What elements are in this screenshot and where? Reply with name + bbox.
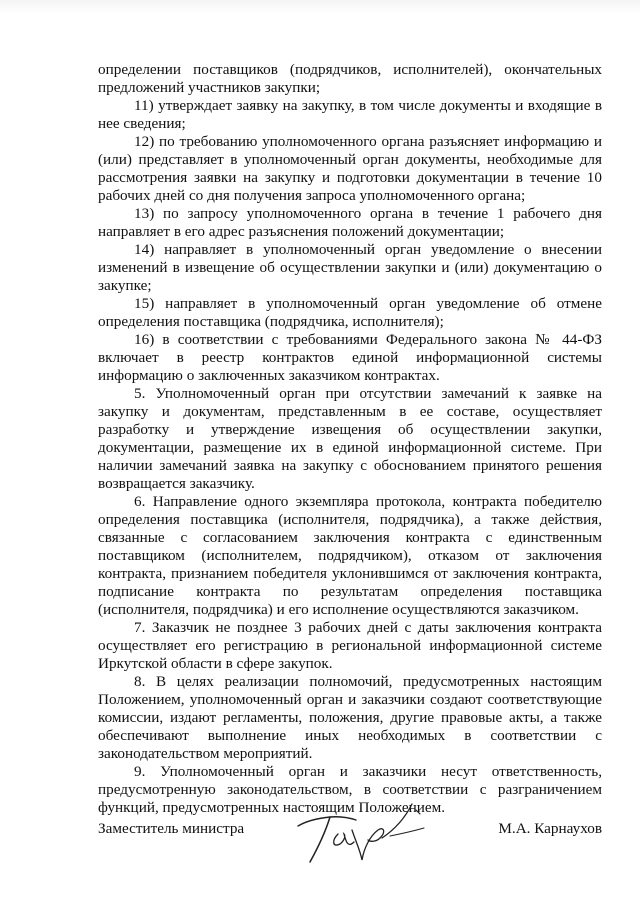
document-body	[98, 61, 602, 817]
signatory-name: М.А. Карнаухов	[498, 820, 602, 837]
paragraph-section-7: 7. Заказчик не позднее 3 рабочих дней с даты заключения контракта осуществляет его регистрацию в региональной информационной системе Иркутской области в сфере закупок.	[98, 619, 602, 672]
paragraph-item-14: 14) направляет в уполномоченный орган уведомление о внесении изменений в извещение об осуществлении закупки и (или) документацию о закупке;	[98, 241, 602, 294]
signature-block	[98, 820, 602, 844]
paragraph-section-9: 9. Уполномоченный орган и заказчики несут ответственность, предусмотренную законодательством, в соответствии с разграничением функций, предусмотренных настоящим Положением.	[98, 763, 602, 816]
paragraph-section-6: 6. Направление одного экземпляра протокола, контракта победителю определения поставщика (исполнителя, подрядчика), а также действия, связанные с согласованием заключения контракта с единственным поставщиком (исполнителем, подрядчиком), отказом от заключения контракта, признанием победителя уклонившимся от заключения контракта, подписание контракта по результатам определения поставщика (исполнителя, подрядчика) и его исполнение осуществляются заказчиком.	[98, 493, 602, 618]
paragraph-item-13: 13) по запросу уполномоченного органа в течение 1 рабочего дня направляет в его адрес разъяснения положений документации;	[98, 205, 602, 240]
paragraph-continuation: определении поставщиков (подрядчиков, исполнителей), окончательных предложений участников закупки;	[98, 61, 602, 96]
page-top-edge	[0, 0, 640, 14]
paragraph-item-11: 11) утверждает заявку на закупку, в том числе документы и входящие в нее сведения;	[98, 97, 602, 132]
paragraph-section-5: 5. Уполномоченный орган при отсутствии замечаний к заявке на закупку и документам, представленным в ее составе, осуществляет разработку и утверждение извещения об осуществлении закупки, документации, размещение их в единой информационной системе. При наличии замечаний заявка на закупку с обоснованием принятого решения возвращается заказчику.	[98, 385, 602, 492]
paragraph-section-8: 8. В целях реализации полномочий, предусмотренных настоящим Положением, уполномоченный орган и заказчики создают соответствующие комиссии, издают регламенты, положения, другие правовые акты, а также обеспечивают выполнение иных необходимых в соответствии с законодательством мероприятий.	[98, 673, 602, 762]
paragraph-item-15: 15) направляет в уполномоченный орган уведомление об отмене определения поставщика (подрядчика, исполнителя);	[98, 295, 602, 330]
paragraph-item-12: 12) по требованию уполномоченного органа разъясняет информацию и (или) представляет в уполномоченный орган документы, необходимые для рассмотрения заявки на закупку и подготовки документации в течение 10 рабочих дней со дня получения запроса уполномоченного органа;	[98, 133, 602, 204]
paragraph-item-16: 16) в соответствии с требованиями Федерального закона № 44-ФЗ включает в реестр контрактов единой информационной системы информацию о заключенных заказчиком контрактах.	[98, 331, 602, 384]
signatory-title: Заместитель министра	[98, 820, 245, 837]
